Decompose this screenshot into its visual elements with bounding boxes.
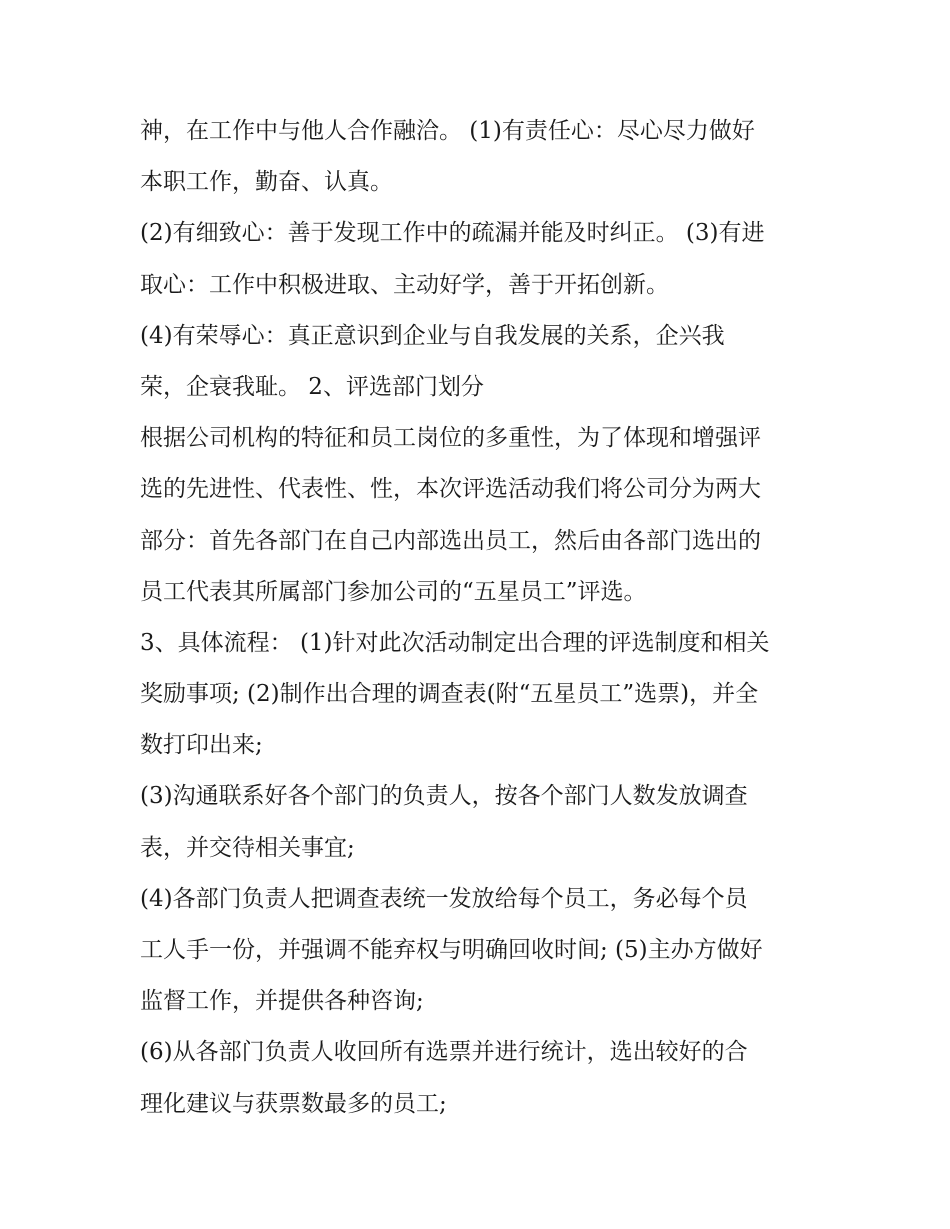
text-line: 奖励事项; (2)制作出合理的调查表(附“五星员工”选票)，并全	[140, 681, 759, 708]
text-line: 数打印出来;	[140, 732, 263, 759]
text-line: (6)从各部门负责人收回所有选票并进行统计，选出较好的合	[140, 1039, 748, 1066]
text-line: 部分：首先各部门在自己内部选出员工，然后由各部门选出的	[140, 527, 761, 554]
text-line: 监督工作，并提供各种咨询;	[140, 988, 424, 1015]
text-line: 工人手一份，并强调不能弃权与明确回收时间; (5)主办方做好	[140, 937, 763, 963]
text-line: 选的先进性、代表性、性，本次评选活动我们将公司分为两大	[140, 476, 761, 503]
text-line: 神，在工作中与他人合作融洽。 (1)有责任心：尽心尽力做好	[140, 118, 755, 144]
text-line: 员工代表其所属部门参加公司的“五星员工”评选。	[140, 578, 647, 605]
text-line: 本职工作，勤奋、认真。	[140, 169, 393, 196]
text-line: 理化建议与获票数最多的员工;	[140, 1090, 447, 1117]
text-line: 取心：工作中积极进取、主动好学，善于开拓创新。	[140, 271, 669, 298]
document-body	[140, 106, 830, 1130]
text-line: (2)有细致心：善于发现工作中的疏漏并能及时纠正。 (3)有进	[140, 220, 765, 247]
text-line: (4)各部门负责人把调查表统一发放给每个员工，务必每个员	[140, 885, 748, 912]
text-line: 荣，企衰我耻。 2、评选部门划分	[140, 373, 484, 400]
text-line: 表，并交待相关事宜;	[140, 834, 355, 861]
text-line: (4)有荣辱心：真正意识到企业与自我发展的关系，企兴我	[140, 322, 725, 349]
text-line: 根据公司机构的特征和员工岗位的多重性，为了体现和增强评	[140, 425, 761, 452]
text-line: (3)沟通联系好各个部门的负责人，按各个部门人数发放调查	[140, 783, 748, 810]
text-line: 3、具体流程： (1)针对此次活动制定出合理的评选制度和相关	[140, 629, 770, 656]
